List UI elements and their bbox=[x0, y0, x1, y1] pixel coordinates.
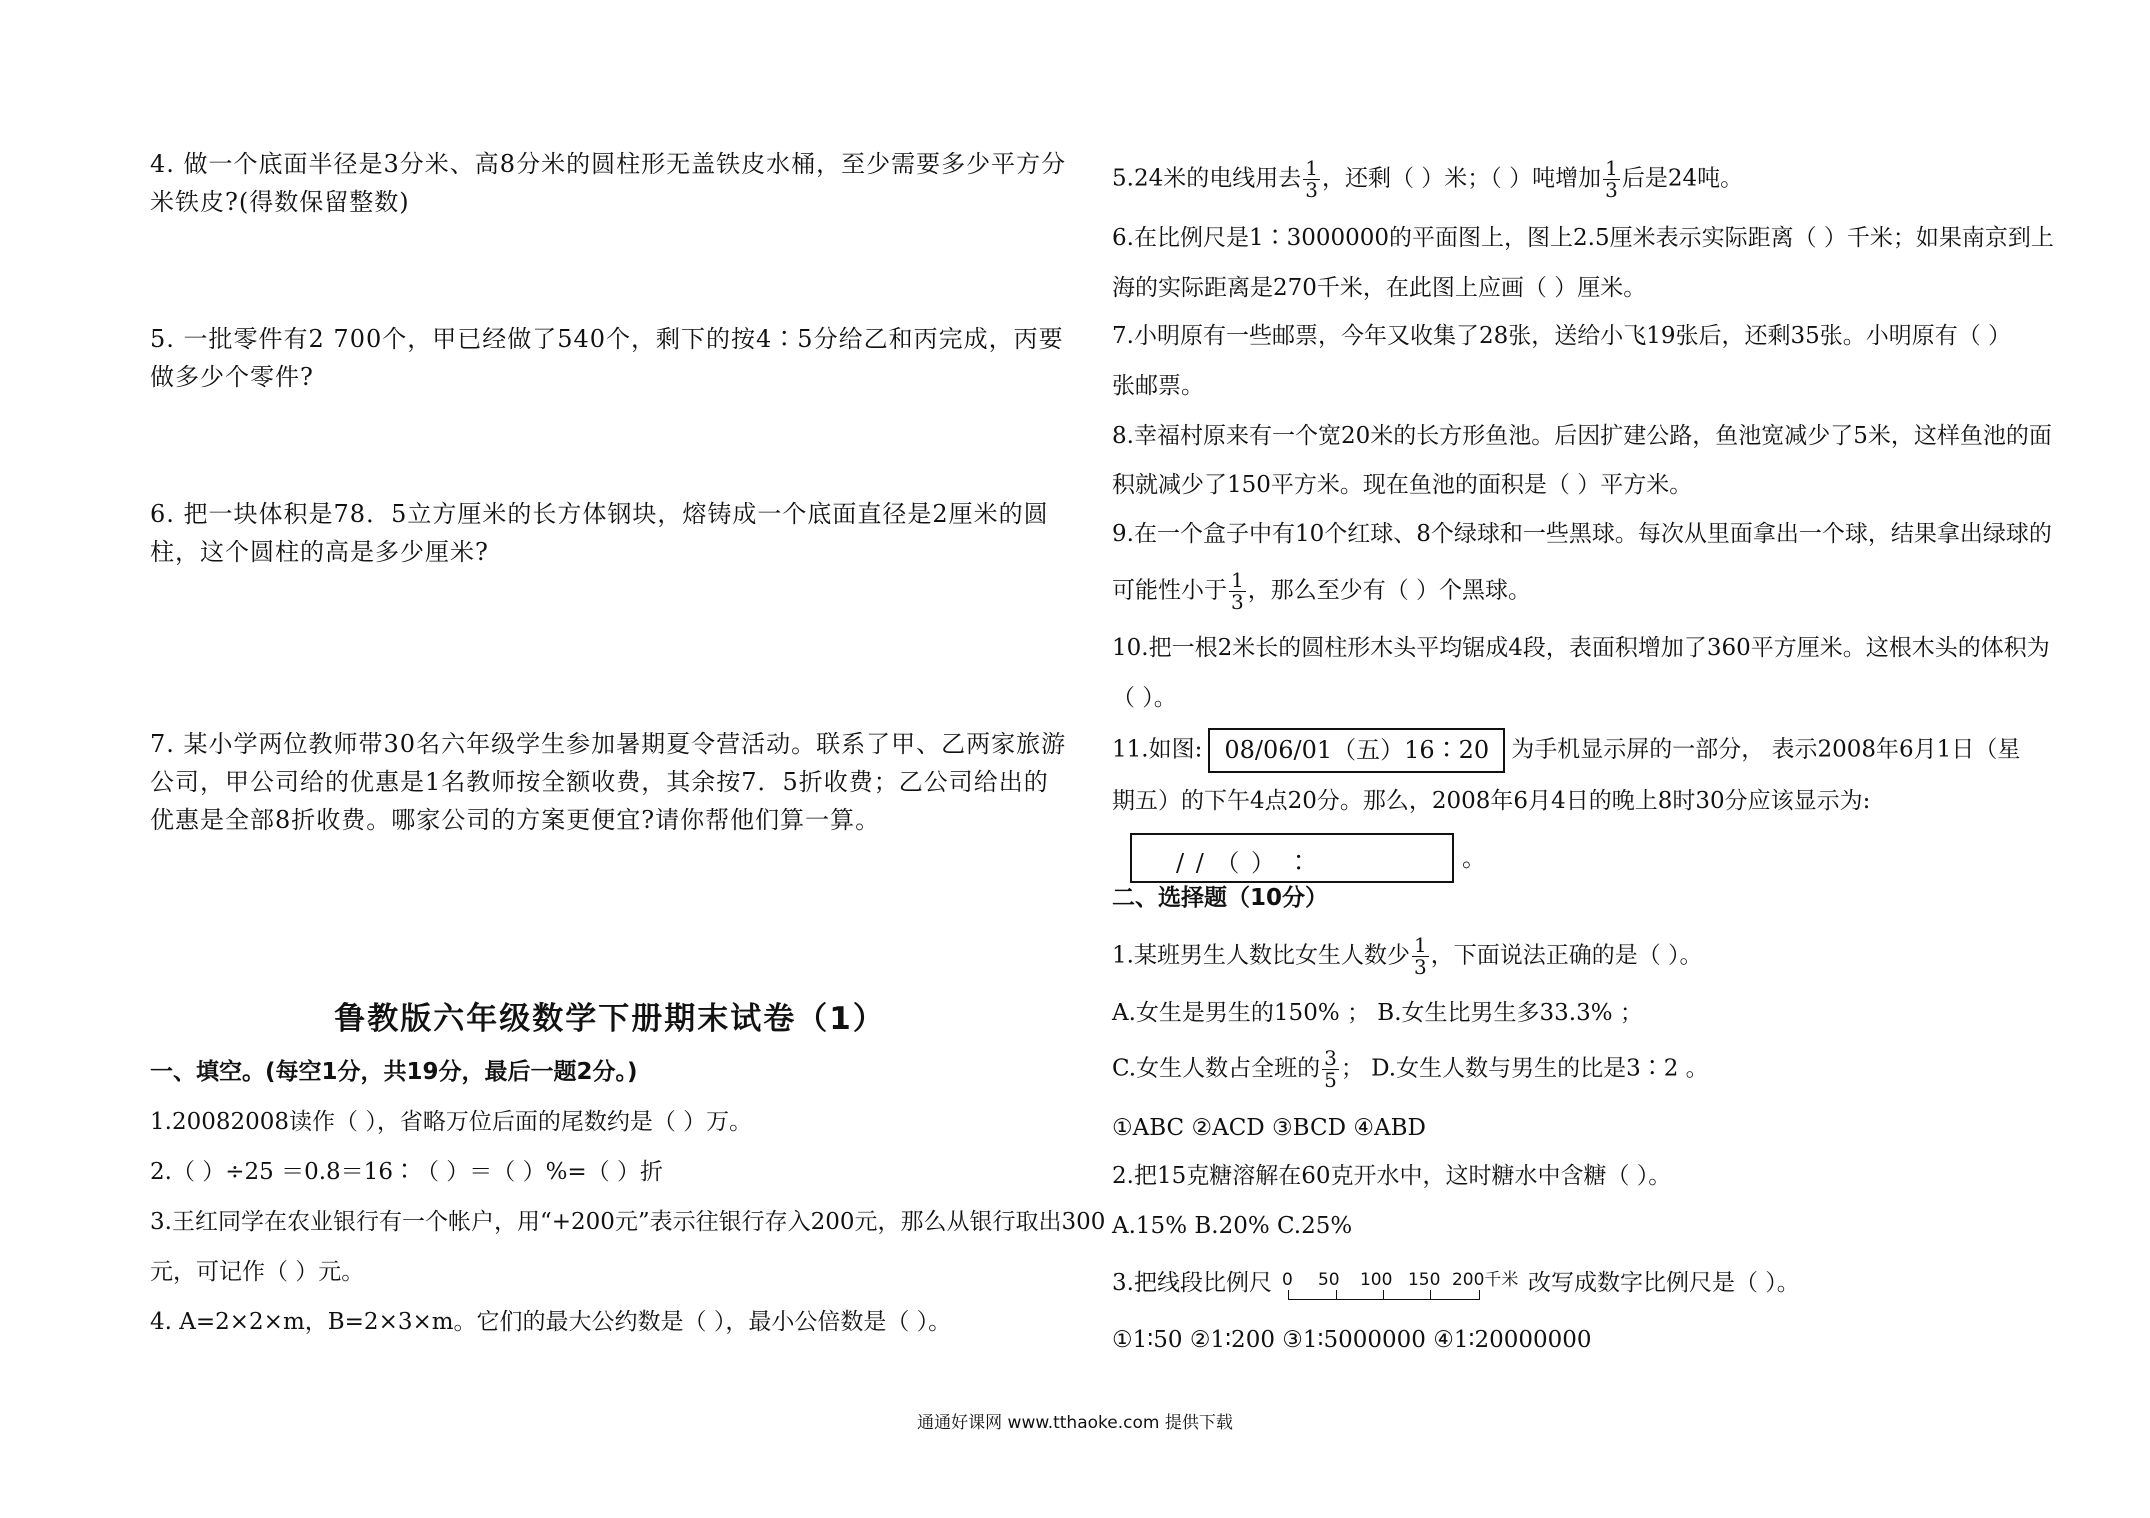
answer-display-box[interactable] bbox=[1130, 833, 1454, 883]
frac-num: 3 bbox=[1324, 1046, 1337, 1070]
choice-1-part-b: ，下面说法正确的是（ ）。 bbox=[1430, 942, 1703, 969]
scale-label: 150 bbox=[1407, 1270, 1441, 1290]
answer-dot: 。 bbox=[1462, 844, 1486, 872]
scale-label: 0 bbox=[1281, 1270, 1293, 1290]
frac-den: 3 bbox=[1605, 178, 1618, 202]
scale-label: 100 bbox=[1359, 1270, 1393, 1290]
fill-9b bbox=[1112, 570, 2032, 613]
fraction-three-fifths bbox=[1322, 1048, 1339, 1091]
fill-8b: 积就减少了150平方米。现在鱼池的面积是（ ）平方米。 bbox=[1112, 472, 1693, 498]
fill-6a: 6.在比例尺是1∶3000000的平面图上，图上2.5厘米表示实际距离（ ）千米；如果南京到上 bbox=[1112, 225, 2054, 251]
line-scale-bar bbox=[1280, 1262, 1520, 1306]
frac-num: 1 bbox=[1413, 933, 1427, 957]
scale-tick bbox=[1430, 1290, 1431, 1299]
fill-10b: （ ）。 bbox=[1112, 685, 1177, 711]
scale-label: 200千米 bbox=[1451, 1270, 1519, 1290]
option-d-text: ； D.女生人数与男生的比是3∶2 。 bbox=[1340, 1055, 1709, 1082]
problem-7: 7. 某小学两位教师带30名六年级学生参加暑期夏令营活动。联系了甲、乙两家旅游公司，甲公司给的优惠是1名教师按全额收费，其余按7．5折收费；乙公司给出的优惠是全部8折收费。哪家公司的方案更便宜?请你帮他们算一算。 bbox=[150, 730, 1067, 834]
fill-7b: 张邮票。 bbox=[1112, 373, 1204, 399]
fraction-one-third bbox=[1229, 570, 1246, 613]
problem-5: 5. 一批零件有2 700个，甲已经做了540个，剩下的按4∶5分给乙和丙完成，丙要做多少个零件? bbox=[150, 325, 1064, 391]
frac-den: 5 bbox=[1324, 1068, 1337, 1092]
fill-11c: 期五）的下午4点20分。那么，2008年6月4日的晚上8时30分应该显示为: bbox=[1112, 788, 1871, 814]
scale-tick bbox=[1336, 1290, 1337, 1299]
phone-display-box: 08/06/01（五）16∶20 bbox=[1208, 728, 1505, 773]
choice-3-part-a: 3.把线段比例尺 bbox=[1112, 1270, 1272, 1296]
problem-4: 4. 做一个底面半径是3分米、高8分米的圆柱形无盖铁皮水桶，至少需要多少平方分米铁皮?(得数保留整数) bbox=[150, 150, 1067, 216]
page-title: 鲁教版六年级数学下册期末试卷（1） bbox=[334, 1001, 886, 1037]
fill-10a: 10.把一根2米长的圆柱形木头平均锯成4段，表面积增加了360平方厘米。这根木头的体积为 bbox=[1112, 635, 2050, 661]
fill-5-part-a: 5.24米的电线用去 bbox=[1112, 165, 1302, 192]
fill-4: 4. A=2×2×m，B=2×3×m。它们的最大公约数是（ ），最小公倍数是（ ）。 bbox=[150, 1309, 952, 1335]
choice-3-part-b: 改写成数字比例尺是（ ）。 bbox=[1527, 1270, 1800, 1296]
fill-9a: 9.在一个盒子中有10个红球、8个绿球和一些黑球。每次从里面拿出一个球，结果拿出绿球的 bbox=[1112, 521, 2052, 547]
fill-11a bbox=[1112, 728, 2032, 773]
choice-1-options-cd bbox=[1112, 1048, 2032, 1091]
frac-num: 1 bbox=[1305, 156, 1318, 180]
fill-8a: 8.幸福村原来有一个宽20米的长方形鱼池。后因扩建公路，鱼池宽减少了5米，这样鱼池的面 bbox=[1112, 423, 2052, 449]
frac-num: 1 bbox=[1605, 156, 1618, 180]
fill-5-part-c: 后是24吨。 bbox=[1621, 165, 1744, 192]
choice-2-options: A.15% B.20% C.25% bbox=[1112, 1213, 1353, 1239]
option-c-text: C.女生人数占全班的 bbox=[1112, 1055, 1321, 1082]
fill-11-text: 为手机显示屏的一部分， 表示2008年6月1日（星 bbox=[1511, 736, 2021, 763]
fill-7a: 7.小明原有一些邮票，今年又收集了28张，送给小飞19张后，还剩35张。小明原有（ ） bbox=[1112, 323, 2012, 349]
choice-3 bbox=[1112, 1262, 2032, 1306]
problem-6: 6. 把一块体积是78．5立方厘米的长方体钢块，熔铸成一个底面直径是2厘米的圆柱，这个圆柱的高是多少厘米? bbox=[150, 500, 1049, 566]
scale-tick bbox=[1383, 1290, 1384, 1299]
footer-credit: 通通好课网 www.tthaoke.com 提供下载 bbox=[917, 1413, 1233, 1433]
scale-label: 50 bbox=[1317, 1270, 1340, 1290]
frac-num: 1 bbox=[1231, 568, 1244, 592]
choice-1 bbox=[1112, 935, 2032, 978]
section-choice: 二、选择题（10分） bbox=[1112, 885, 1329, 911]
fraction-one-third bbox=[1603, 158, 1620, 201]
fill-3b: 元，可记作（ ）元。 bbox=[150, 1259, 365, 1285]
fill-11-label: 11.如图: bbox=[1112, 736, 1203, 763]
choice-1-answers: ①ABC ②ACD ③BCD ④ABD bbox=[1112, 1115, 1426, 1141]
fill-1: 1.20082008读作（ ），省略万位后面的尾数约是（ ）万。 bbox=[150, 1109, 753, 1135]
fill-9b-part-a: 可能性小于 bbox=[1112, 577, 1227, 604]
fill-2: 2.（ ）÷25 ＝0.8＝16∶（ ）＝（ ）%=（ ）折 bbox=[150, 1159, 664, 1185]
fill-5 bbox=[1112, 158, 2032, 201]
frac-den: 3 bbox=[1231, 590, 1244, 614]
frac-den: 3 bbox=[1413, 955, 1427, 979]
choice-3-options: ①1∶50 ②1∶200 ③1∶5000000 ④1∶20000000 bbox=[1112, 1327, 1592, 1353]
choice-1-part-a: 1.某班男生人数比女生人数少 bbox=[1112, 942, 1410, 969]
fill-5-part-b: ，还剩（ ）米；（ ）吨增加 bbox=[1321, 165, 1602, 192]
fraction-one-third bbox=[1303, 158, 1320, 201]
fill-3a: 3.王红同学在农业银行有一个帐户，用“+200元”表示往银行存入200元，那么从银行取出300 bbox=[150, 1209, 1106, 1235]
choice-1-options-ab: A.女生是男生的150% ； B.女生比男生多33.3% ； bbox=[1112, 1000, 1643, 1026]
frac-den: 3 bbox=[1305, 178, 1318, 202]
answer-box-template: / / （ ） ∶ bbox=[1176, 849, 1313, 877]
fraction-one-third bbox=[1412, 935, 1429, 978]
section-fill-in-blank: 一、填空。(每空1分，共19分，最后一题2分。) bbox=[150, 1059, 638, 1085]
fill-9b-part-b: ，那么至少有（ ）个黑球。 bbox=[1247, 577, 1532, 604]
scale-bar-line bbox=[1288, 1290, 1480, 1300]
choice-2: 2.把15克糖溶解在60克开水中，这时糖水中含糖（ ）。 bbox=[1112, 1163, 1672, 1189]
fill-6b: 海的实际距离是270千米，在此图上应画（ ）厘米。 bbox=[1112, 275, 1647, 301]
